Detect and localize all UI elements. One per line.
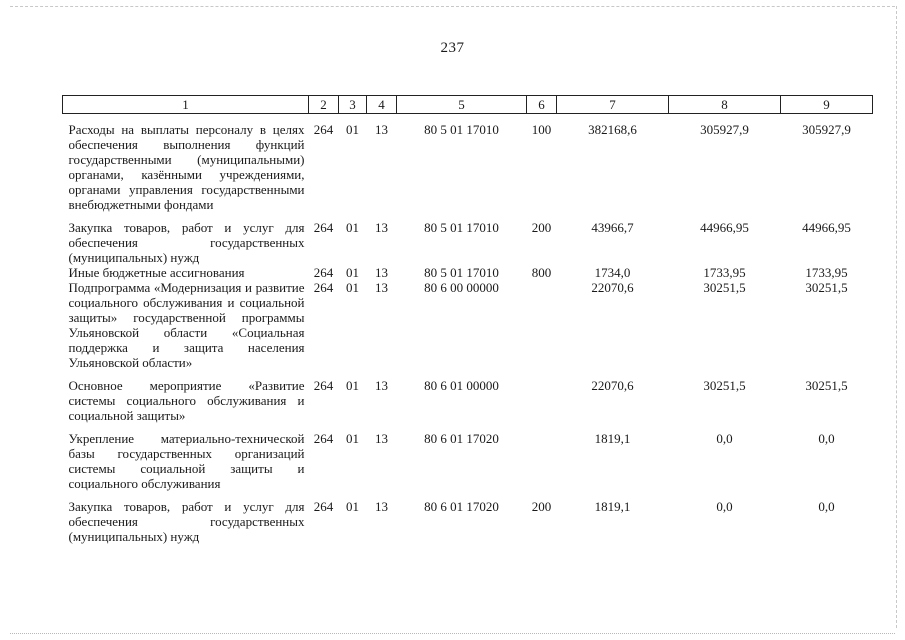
row-expense-type: 800 [531,265,552,280]
header-col-5: 5 [397,96,527,114]
table-row [63,220,873,265]
row-value-7: 43966,7 [591,220,634,235]
header-col-9: 9 [781,96,873,114]
header-col-7: 7 [557,96,669,114]
row-expense-type: 200 [531,220,552,235]
row-value-7: 1734,0 [594,265,631,280]
row-value-8: 305927,9 [700,122,749,137]
header-col-6: 6 [527,96,557,114]
row-value-8: 44966,95 [700,220,749,235]
table-row [63,499,873,544]
row-subsection: 13 [375,280,388,295]
row-admin-code: 264 [313,122,334,137]
header-col-2: 2 [309,96,339,114]
row-target-code: 80 6 01 17020 [424,431,499,446]
row-expense-type: 200 [531,499,552,514]
row-target-code: 80 5 01 17010 [424,122,499,137]
row-section: 01 [346,122,359,137]
table-row [63,122,873,212]
header-col-3: 3 [339,96,367,114]
row-subsection: 13 [375,378,388,393]
header-col-1: 1 [63,96,309,114]
page-edge-right [896,6,897,628]
row-value-7: 1819,1 [594,431,631,446]
row-value-9: 0,0 [818,431,835,446]
row-subsection: 13 [375,499,388,514]
row-value-9: 305927,9 [802,122,851,137]
row-expense-type [527,280,557,370]
row-spacer [63,423,873,431]
table-row [63,378,873,423]
row-spacer [63,491,873,499]
row-subsection: 13 [375,122,388,137]
header-col-8: 8 [669,96,781,114]
row-target-code: 80 6 01 00000 [424,378,499,393]
row-name: Укрепление материально-технической базы государственных организаций системы социальной защиты и социального обслуживания [68,431,305,491]
row-section: 01 [346,220,359,235]
row-value-9: 44966,95 [802,220,851,235]
row-value-9: 0,0 [818,499,835,514]
row-expense-type [527,431,557,491]
row-spacer [63,370,873,378]
table-row [63,265,873,280]
row-name: Подпрограмма «Модернизация и развитие социального обслуживания и социальной защиты» государственной программы Ульяновской области «Социальная поддержка и защита населения Ульяновской области» [68,280,305,370]
header-row [63,96,873,114]
row-subsection: 13 [375,431,388,446]
row-admin-code: 264 [313,431,334,446]
page-edge-top [10,6,895,7]
row-admin-code: 264 [313,378,334,393]
table-row [63,280,873,370]
row-value-8: 30251,5 [703,378,746,393]
row-subsection: 13 [375,265,388,280]
row-value-7: 382168,6 [588,122,637,137]
row-subsection: 13 [375,220,388,235]
row-section: 01 [346,499,359,514]
table-body [63,114,873,545]
budget-table [62,95,873,544]
header-col-4: 4 [367,96,397,114]
table-row [63,431,873,491]
top-spacer [63,114,873,123]
page-edge-bottom [10,633,895,634]
row-value-7: 22070,6 [591,280,634,295]
row-value-9: 30251,5 [805,378,848,393]
row-admin-code: 264 [313,220,334,235]
row-expense-type: 100 [531,122,552,137]
row-section: 01 [346,265,359,280]
row-admin-code: 264 [313,265,334,280]
row-value-9: 1733,95 [805,265,848,280]
row-target-code: 80 5 01 17010 [424,220,499,235]
row-target-code: 80 6 01 17020 [424,499,499,514]
row-name: Закупка товаров, работ и услуг для обеспечения государственных (муниципальных) нужд [68,220,305,265]
row-section: 01 [346,431,359,446]
row-spacer [63,212,873,220]
row-section: 01 [346,378,359,393]
row-admin-code: 264 [313,499,334,514]
page-number: 237 [440,40,465,56]
row-section: 01 [346,280,359,295]
row-value-8: 30251,5 [703,280,746,295]
row-value-8: 1733,95 [703,265,746,280]
row-value-8: 0,0 [716,499,733,514]
row-value-8: 0,0 [716,431,733,446]
row-name: Основное мероприятие «Развитие системы социального обслуживания и социальной защиты» [68,378,305,423]
row-name: Закупка товаров, работ и услуг для обеспечения государственных (муниципальных) нужд [68,499,305,544]
row-value-7: 1819,1 [594,499,631,514]
row-target-code: 80 6 00 00000 [424,280,499,295]
table-header [63,96,873,114]
row-admin-code: 264 [313,280,334,295]
row-name: Расходы на выплаты персоналу в целях обеспечения выполнения функций государственными (муниципальными) органами, казёнными учреждениями, органами управления государственными внебюджетными фондами [68,122,305,212]
row-value-7: 22070,6 [591,378,634,393]
row-expense-type [527,378,557,423]
row-value-9: 30251,5 [805,280,848,295]
row-target-code: 80 5 01 17010 [424,265,499,280]
row-name: Иные бюджетные ассигнования [68,265,245,280]
